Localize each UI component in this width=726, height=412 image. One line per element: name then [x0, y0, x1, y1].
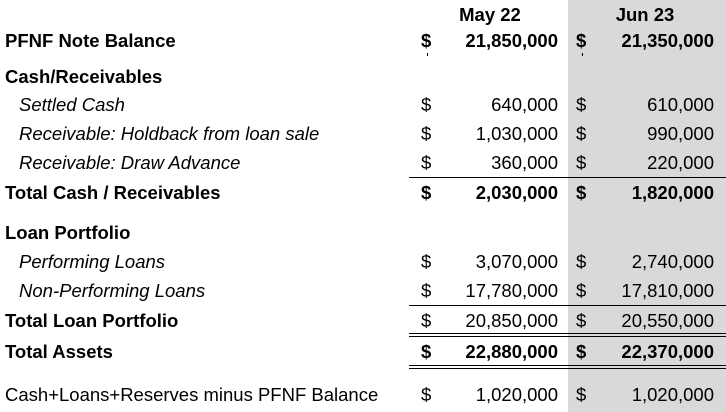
cash-row — [0, 148, 726, 177]
total-loans-value-jun23: 20,550,000 — [621, 310, 714, 331]
note-balance-currency-jun23: $ — [576, 30, 587, 51]
note-balance-row — [0, 26, 726, 55]
loan-row-value-jun23: 2,740,000 — [631, 251, 714, 272]
loan-row-label: Non-Performing Loans — [19, 280, 206, 301]
loan-row-value-may22: 17,780,000 — [465, 280, 558, 301]
total-assets-label: Total Assets — [5, 341, 113, 362]
note-balance-label: PFNF Note Balance — [5, 30, 176, 51]
total-loans-row — [0, 306, 726, 335]
total-assets-value-jun23: 22,370,000 — [621, 341, 714, 362]
loan-row — [0, 247, 726, 276]
cash-row-currency-jun23: $ — [576, 123, 587, 144]
net-value-may22: 1,020,000 — [475, 384, 558, 405]
loan-row-value-jun23: 17,810,000 — [621, 280, 714, 301]
loan-row-label: Performing Loans — [19, 251, 166, 272]
total-loans-value-may22: 20,850,000 — [465, 310, 558, 331]
cash-row-value-may22: 360,000 — [491, 152, 558, 173]
total-loans-currency-jun23: $ — [576, 310, 587, 331]
cash-row-value-jun23: 990,000 — [647, 123, 714, 144]
net-row — [0, 380, 726, 409]
loan-row-currency-jun23: $ — [576, 251, 587, 272]
total-cash-label: Total Cash / Receivables — [5, 182, 221, 203]
cash-row-currency-may22: $ — [421, 123, 432, 144]
total-cash-currency-jun23: $ — [576, 182, 587, 203]
note-balance-value-may22: 21,850,000 — [465, 30, 558, 51]
cash-row-currency-jun23: $ — [576, 94, 587, 115]
double-rule-bottom — [409, 368, 726, 369]
total-assets-currency-jun23: $ — [576, 341, 587, 362]
cash-row-label: Settled Cash — [19, 94, 125, 115]
header-row — [0, 0, 726, 29]
net-currency-may22: $ — [421, 384, 432, 405]
net-currency-jun23: $ — [576, 384, 587, 405]
loan-row-value-may22: 3,070,000 — [475, 251, 558, 272]
total-loans-label: Total Loan Portfolio — [5, 310, 179, 331]
loan-row-currency-may22: $ — [421, 251, 432, 272]
total-assets-row — [0, 337, 726, 366]
cash-row-label: Receivable: Holdback from loan sale — [19, 123, 320, 144]
cash-row — [0, 119, 726, 148]
total-assets-currency-may22: $ — [421, 341, 432, 362]
cell-marker — [427, 53, 428, 56]
note-balance-currency-may22: $ — [421, 30, 432, 51]
total-assets-value-may22: 22,880,000 — [465, 341, 558, 362]
loan-row-currency-jun23: $ — [576, 280, 587, 301]
loan-section-row — [0, 218, 726, 247]
total-loans-currency-may22: $ — [421, 310, 432, 331]
net-value-jun23: 1,020,000 — [631, 384, 714, 405]
double-rule-top — [409, 333, 726, 334]
loan-section-label: Loan Portfolio — [5, 222, 131, 243]
total-cash-row — [0, 178, 726, 207]
header-may22: May 22 — [459, 4, 521, 25]
cash-row-currency-may22: $ — [421, 94, 432, 115]
cash-row — [0, 90, 726, 119]
cell-marker — [582, 53, 583, 56]
cash-row-currency-jun23: $ — [576, 152, 587, 173]
cash-row-currency-may22: $ — [421, 152, 432, 173]
cash-row-value-jun23: 610,000 — [647, 94, 714, 115]
cash-section-label: Cash/Receivables — [5, 66, 163, 87]
cash-row-value-may22: 1,030,000 — [475, 123, 558, 144]
cash-section-row — [0, 62, 726, 91]
loan-row — [0, 276, 726, 305]
total-cash-value-may22: 2,030,000 — [475, 182, 558, 203]
header-jun23: Jun 23 — [615, 4, 675, 25]
loan-row-currency-may22: $ — [421, 280, 432, 301]
note-balance-value-jun23: 21,350,000 — [621, 30, 714, 51]
net-label: Cash+Loans+Reserves minus PFNF Balance — [5, 384, 379, 405]
cash-row-value-jun23: 220,000 — [647, 152, 714, 173]
cash-row-label: Receivable: Draw Advance — [19, 152, 241, 173]
cash-row-value-may22: 640,000 — [491, 94, 558, 115]
double-rule-top — [409, 365, 726, 366]
total-cash-value-jun23: 1,820,000 — [631, 182, 714, 203]
total-cash-currency-may22: $ — [421, 182, 432, 203]
